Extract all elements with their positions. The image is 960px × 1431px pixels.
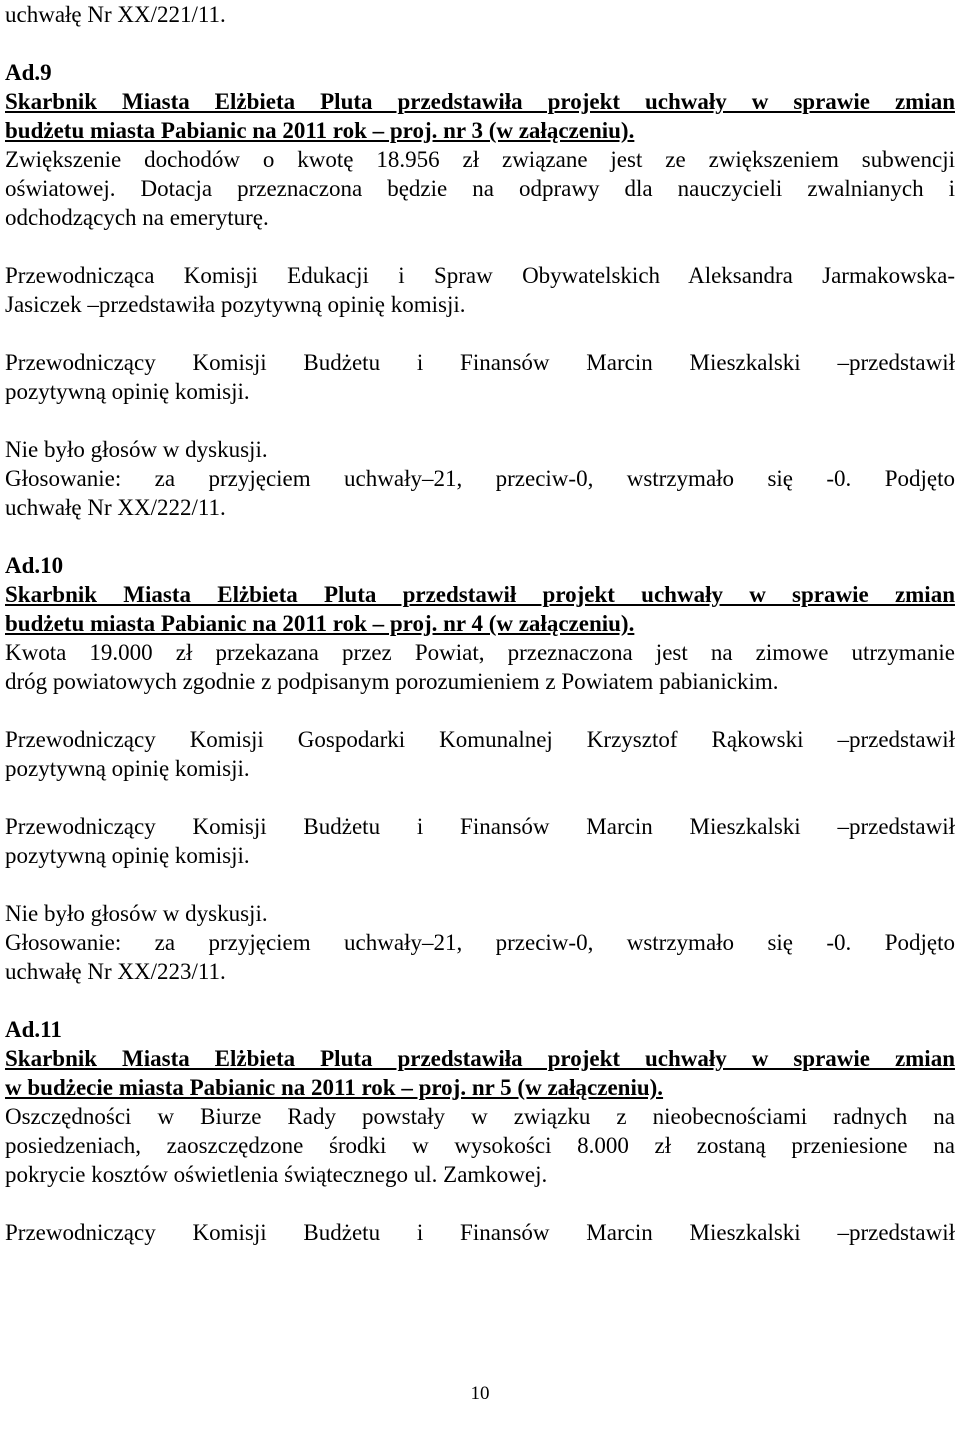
text-line: Głosowanie: za przyjęciem uchwały–21, przeciw-0, wstrzymało się -0. Podjęto	[5, 930, 955, 955]
text-line: pozytywną opinię komisji.	[5, 756, 250, 781]
text-line: posiedzeniach, zaoszczędzone środki w wysokości 8.000 zł zostaną przeniesione na	[5, 1133, 955, 1158]
paragraph-gap	[5, 870, 955, 899]
paragraph-gap	[5, 232, 955, 261]
agenda-item-title-line: budżetu miasta Pabianic na 2011 rok – proj. nr 4 (w załączeniu).	[5, 611, 635, 636]
text-line: odchodzących na emeryturę.	[5, 205, 269, 230]
paragraph-gap	[5, 522, 955, 551]
text-line: Przewodniczący Komisji Gospodarki Komunalnej Krzysztof Rąkowski –przedstawił	[5, 727, 955, 752]
agenda-item-number: Ad.11	[5, 1017, 62, 1042]
text-line: oświatowej. Dotacja przeznaczona będzie na odprawy dla nauczycieli zwalnianych i	[5, 176, 955, 201]
text-line: Przewodniczący Komisji Budżetu i Finansów Marcin Mieszkalski –przedstawił	[5, 1220, 955, 1245]
paragraph-gap	[5, 783, 955, 812]
text-line: pozytywną opinię komisji.	[5, 379, 250, 404]
paragraph-gap	[5, 696, 955, 725]
text-line: Przewodniczący Komisji Budżetu i Finansów Marcin Mieszkalski –przedstawił	[5, 814, 955, 839]
paragraph-gap	[5, 29, 955, 58]
text-line: Jasiczek –przedstawiła pozytywną opinię komisji.	[5, 292, 466, 317]
text-line: uchwałę Nr XX/223/11.	[5, 959, 226, 984]
text-line: Przewodnicząca Komisji Edukacji i Spraw Obywatelskich Aleksandra Jarmakowska-	[5, 263, 955, 288]
text-line: Kwota 19.000 zł przekazana przez Powiat, przeznaczona jest na zimowe utrzymanie	[5, 640, 955, 665]
agenda-item-title-line: Skarbnik Miasta Elżbieta Pluta przedstawiła projekt uchwały w sprawie zmian	[5, 1046, 955, 1071]
agenda-item-title-line: Skarbnik Miasta Elżbieta Pluta przedstawiła projekt uchwały w sprawie zmian	[5, 89, 955, 114]
text-line: Nie było głosów w dyskusji.	[5, 901, 268, 926]
agenda-item-title-line: w budżecie miasta Pabianic na 2011 rok – proj. nr 5 (w załączeniu).	[5, 1075, 664, 1100]
text-line: Oszczędności w Biurze Rady powstały w związku z nieobecnościami radnych na	[5, 1104, 955, 1129]
agenda-item-title-line: Skarbnik Miasta Elżbieta Pluta przedstawił projekt uchwały w sprawie zmian	[5, 582, 955, 607]
agenda-item-title-line: budżetu miasta Pabianic na 2011 rok – proj. nr 3 (w załączeniu).	[5, 118, 635, 143]
paragraph-gap	[5, 1189, 955, 1218]
agenda-item-number: Ad.9	[5, 60, 52, 85]
text-line: dróg powiatowych zgodnie z podpisanym porozumieniem z Powiatem pabianickim.	[5, 669, 779, 694]
document-page	[5, 0, 955, 1247]
text-line: uchwałę Nr XX/222/11.	[5, 495, 226, 520]
text-line: Przewodniczący Komisji Budżetu i Finansów Marcin Mieszkalski –przedstawił	[5, 350, 955, 375]
agenda-item-number: Ad.10	[5, 553, 64, 578]
page-number: 10	[470, 1383, 490, 1404]
paragraph-gap	[5, 319, 955, 348]
text-line: pokrycie kosztów oświetlenia świątecznego ul. Zamkowej.	[5, 1162, 548, 1187]
text-line: Głosowanie: za przyjęciem uchwały–21, przeciw-0, wstrzymało się -0. Podjęto	[5, 466, 955, 491]
text-line: uchwałę Nr XX/221/11.	[5, 2, 226, 27]
paragraph-gap	[5, 406, 955, 435]
text-line: Zwiększenie dochodów o kwotę 18.956 zł związane jest ze zwiększeniem subwencji	[5, 147, 955, 172]
text-line: pozytywną opinię komisji.	[5, 843, 250, 868]
text-line: Nie było głosów w dyskusji.	[5, 437, 268, 462]
paragraph-gap	[5, 986, 955, 1015]
